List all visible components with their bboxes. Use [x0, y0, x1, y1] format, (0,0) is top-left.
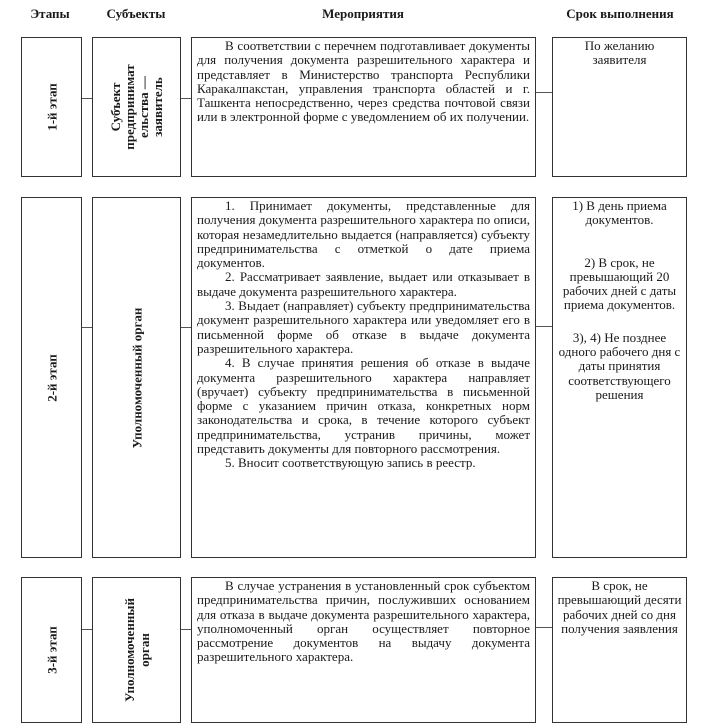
- deadline-item: 2) В срок, не превышающий 20 рабочих дней с даты приема документов.: [562, 254, 677, 313]
- deadline-item: 3), 4) Не позднее одного рабочего дня с даты принятия соответствующего решения: [558, 329, 681, 402]
- stage-2-label: 2-й этап: [44, 353, 59, 402]
- activity-3-box: [191, 577, 536, 723]
- connector: [82, 327, 92, 328]
- activity-item: 4. В случае принятия решения об отказе в выдаче документа разрешительного характера направляет (вручает) субъекту предпринимательства в письменной форме с указанием причин отказа, конкретных норм законодательства и срока, в течение которого субъект предпринимательства, устранив причины, может представить документы для повторного рассмотрения.: [197, 355, 530, 457]
- connector: [536, 92, 552, 93]
- deadline-text: По желанию заявителя: [584, 38, 655, 68]
- deadline-1-box: [552, 37, 687, 177]
- activity-text: В соответствии с перечнем подготавливает документы для получения документа разрешительного характера и представляет в Министерство транспорта Республики Каракалпакстан, управления транспорта областей и г. Ташкента непосредственно, через средства почтовой связи или в электронной форме с уведомлением об их получении.: [197, 38, 530, 125]
- connector: [181, 98, 191, 99]
- subject-1-box: [92, 37, 181, 177]
- subject-3-label: Уполномоченный орган: [121, 598, 152, 702]
- activity-item: 2. Рассматривает заявление, выдает или отказывает в выдаче документа разрешительного характера.: [197, 269, 530, 299]
- connector: [181, 629, 191, 630]
- activity-item: 1. Принимает документы, представленные для получения документа разрешительного характера по описи, которая незамедлительно выдается (направляется) субъекту предпринимательства с отметкой о дате приема документов.: [197, 198, 530, 271]
- connector: [82, 629, 92, 630]
- activity-item: 5. Вносит соответствующую запись в реестр.: [225, 455, 476, 471]
- connector: [181, 327, 191, 328]
- activity-item: 3. Выдает (направляет) субъекту предпринимательства документ разрешительного характера или уведомляет его в письменной форме об отказе в выдаче документа разрешительного характера.: [197, 298, 530, 356]
- connector: [82, 98, 92, 99]
- activity-1-box: [191, 37, 536, 177]
- deadline-3-box: [552, 577, 687, 723]
- stage-2-box: [21, 197, 82, 558]
- activity-text: В случае устранения в установленный срок субъектом предпринимательства причин, послуживших основанием для отказа в выдаче документа разрешительного характера, уполномоченный орган осуществляет повторное рассмотрение документов на выдачу документа разрешительного характера.: [197, 578, 530, 665]
- deadline-2-box: [552, 197, 687, 558]
- activity-2-box: [191, 197, 536, 558]
- deadline-text: В срок, не превышающий десяти рабочих дней со дня получения заявления: [557, 578, 682, 636]
- deadline-item: 1) В день приема документов.: [572, 198, 667, 228]
- stage-1-box: [21, 37, 82, 177]
- subject-2-box: [92, 197, 181, 558]
- stage-3-label: 3-й этап: [44, 626, 59, 674]
- connector: [536, 326, 552, 327]
- connector: [536, 627, 552, 628]
- subject-3-box: [92, 577, 181, 723]
- header-activities: Мероприятия: [322, 6, 404, 21]
- subject-2-label: Уполномоченный орган: [129, 307, 144, 448]
- header-stages: Этапы: [30, 6, 70, 21]
- header-subjects: Субъекты: [106, 6, 166, 21]
- header-deadline: Срок выполнения: [566, 6, 674, 21]
- stage-1-label: 1-й этап: [44, 83, 59, 131]
- stage-3-box: [21, 577, 82, 723]
- subject-1-label: Субъект предпринимат ельства — заявитель: [107, 64, 165, 150]
